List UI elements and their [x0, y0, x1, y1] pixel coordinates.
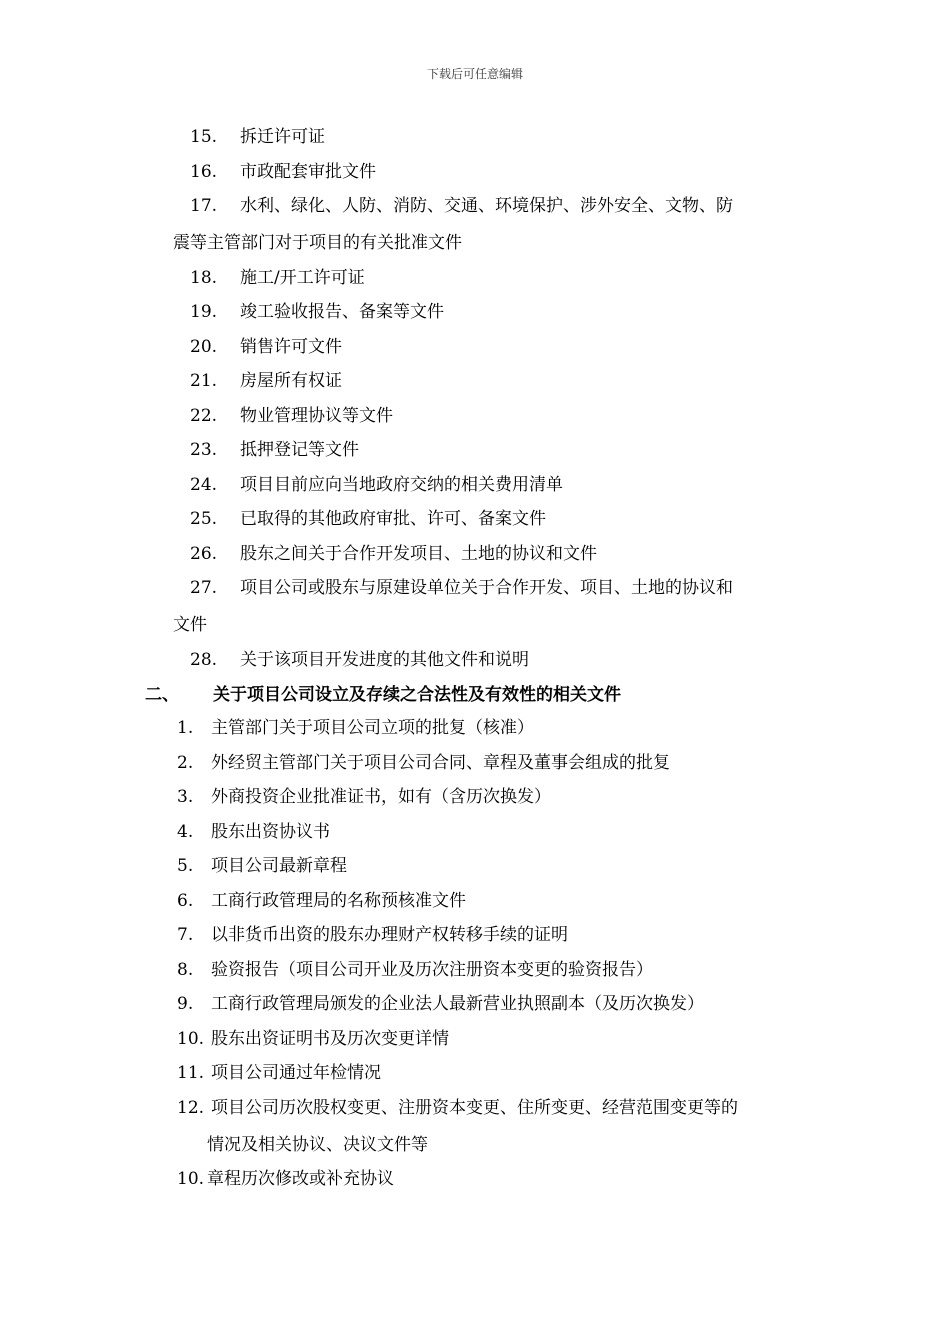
item-text: 项目公司或股东与原建设单位关于合作开发、项目、土地的协议和 [240, 578, 733, 598]
item-number: 17. [190, 196, 218, 216]
item-number: 4. [177, 822, 194, 842]
item-text: 外商投资企业批准证书，如有（含历次换发） [211, 787, 551, 807]
item-number: 18. [190, 268, 218, 288]
item-number: 23. [190, 440, 218, 460]
item-number: 15. [190, 127, 218, 147]
list-item [177, 821, 330, 843]
section-title: 关于项目公司设立及存续之合法性及有效性的相关文件 [213, 685, 621, 705]
list-item [190, 301, 444, 323]
item-text: 项目目前应向当地政府交纳的相关费用清单 [240, 475, 563, 495]
list-item [177, 993, 704, 1015]
item-text: 股东出资协议书 [211, 822, 330, 842]
page-header: 下载后可任意编辑 [426, 67, 523, 81]
item-number: 6. [177, 891, 194, 911]
item-number: 12. [177, 1098, 205, 1118]
list-item [190, 649, 529, 671]
list-item [190, 577, 733, 599]
item-number: 3. [177, 787, 194, 807]
list-item [177, 1028, 449, 1050]
item-text-continuation: 情况及相关协议、决议文件等 [207, 1135, 428, 1155]
item-number: 10. [177, 1169, 205, 1189]
list-item [177, 855, 347, 877]
item-text: 房屋所有权证 [240, 371, 342, 391]
item-number: 22. [190, 406, 218, 426]
item-text: 抵押登记等文件 [240, 440, 359, 460]
item-text: 工商行政管理局的名称预核准文件 [211, 891, 466, 911]
item-number: 10. [177, 1029, 205, 1049]
list-item [177, 786, 551, 808]
item-number: 19. [190, 302, 218, 322]
item-text-continuation: 震等主管部门对于项目的有关批准文件 [173, 233, 462, 253]
item-text: 主管部门关于项目公司立项的批复（核准） [211, 718, 534, 738]
list-item [190, 405, 393, 427]
list-item [190, 195, 733, 217]
item-text: 市政配套审批文件 [240, 162, 376, 182]
item-number: 9. [177, 994, 194, 1014]
item-text: 以非货币出资的股东办理财产权转移手续的证明 [211, 925, 568, 945]
item-text: 水利、绿化、人防、消防、交通、环境保护、涉外安全、文物、防 [240, 196, 733, 216]
item-number: 21. [190, 371, 218, 391]
item-text: 关于该项目开发进度的其他文件和说明 [240, 650, 529, 670]
list-item [190, 161, 376, 183]
item-number: 1. [177, 718, 194, 738]
section-heading [145, 684, 621, 706]
list-item [177, 1168, 394, 1190]
item-text: 工商行政管理局颁发的企业法人最新营业执照副本（及历次换发） [211, 994, 704, 1014]
item-number: 11. [177, 1063, 205, 1083]
item-text: 章程历次修改或补充协议 [207, 1169, 394, 1189]
item-text: 外经贸主管部门关于项目公司合同、章程及董事会组成的批复 [211, 753, 670, 773]
list-item [190, 439, 359, 461]
list-item [190, 267, 365, 289]
list-item [177, 752, 670, 774]
list-item [190, 126, 325, 148]
list-item [177, 890, 466, 912]
item-text: 施工/开工许可证 [240, 268, 365, 288]
item-number: 20. [190, 337, 218, 357]
item-text: 销售许可文件 [240, 337, 342, 357]
item-text: 物业管理协议等文件 [240, 406, 393, 426]
item-text: 项目公司历次股权变更、注册资本变更、住所变更、经营范围变更等的 [211, 1098, 738, 1118]
section-number: 二、 [145, 685, 179, 705]
item-text: 已取得的其他政府审批、许可、备案文件 [240, 509, 546, 529]
item-number: 7. [177, 925, 194, 945]
item-text-continuation: 文件 [173, 615, 207, 635]
item-number: 28. [190, 650, 218, 670]
item-number: 26. [190, 544, 218, 564]
item-number: 27. [190, 578, 218, 598]
item-number: 8. [177, 960, 194, 980]
item-number: 5. [177, 856, 194, 876]
list-item [190, 543, 597, 565]
list-item [190, 370, 342, 392]
item-text: 项目公司通过年检情况 [211, 1063, 381, 1083]
list-item [190, 508, 546, 530]
item-text: 项目公司最新章程 [211, 856, 347, 876]
item-number: 16. [190, 162, 218, 182]
item-text: 股东之间关于合作开发项目、土地的协议和文件 [240, 544, 597, 564]
item-text: 股东出资证明书及历次变更详情 [211, 1029, 449, 1049]
list-item [190, 336, 342, 358]
item-number: 24. [190, 475, 218, 495]
item-text: 拆迁许可证 [240, 127, 325, 147]
item-number: 25. [190, 509, 218, 529]
list-item [177, 1097, 738, 1119]
list-item [190, 474, 563, 496]
item-text: 验资报告（项目公司开业及历次注册资本变更的验资报告） [211, 960, 653, 980]
item-number: 2. [177, 753, 194, 773]
item-text: 竣工验收报告、备案等文件 [240, 302, 444, 322]
list-item [177, 717, 534, 739]
list-item [177, 1062, 381, 1084]
list-item [177, 959, 653, 981]
list-item [177, 924, 568, 946]
